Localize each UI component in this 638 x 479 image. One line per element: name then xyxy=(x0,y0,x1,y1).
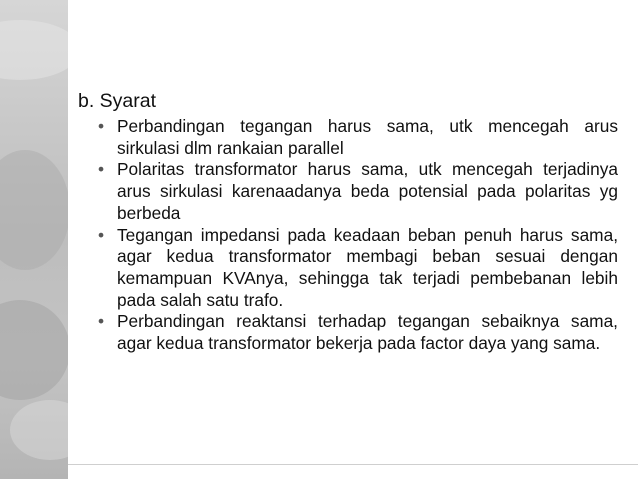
slide-content xyxy=(68,0,638,479)
bullet-text: Tegangan impedansi pada keadaan beban penuh harus sama, agar kedua transformator membagi beban sesuai dengan kemampuan KVAnya, sehingga tak terjadi pembebanan lebih pada salah satu trafo. xyxy=(117,224,618,310)
decorative-side-image xyxy=(0,0,68,479)
bullet-icon: • xyxy=(98,311,105,332)
wheel-icon xyxy=(0,300,68,400)
bullet-text: Polaritas transformator harus sama, utk mencegah terjadinya arus sirkulasi karenaadanya beda potensial pada polaritas yg berbeda xyxy=(117,159,618,223)
slide-heading: b. Syarat xyxy=(78,90,157,112)
car-silhouette-icon xyxy=(0,20,68,80)
list-item xyxy=(98,116,618,159)
bullet-icon: • xyxy=(98,116,105,136)
bullet-text: Perbandingan reaktansi terhadap tegangan sebaiknya sama, agar kedua transformator bekerja pada factor daya yang sama. xyxy=(117,311,618,354)
bullet-list xyxy=(98,116,618,355)
reflection-icon xyxy=(10,400,68,460)
list-item xyxy=(98,159,618,224)
bullet-icon: • xyxy=(98,224,105,245)
list-item xyxy=(98,311,618,354)
bottom-divider xyxy=(68,464,638,465)
bullet-icon: • xyxy=(98,159,105,180)
bullet-text: Perbandingan tegangan harus sama, utk mencegah arus sirkulasi dlm rankaian parallel xyxy=(117,116,618,158)
list-item xyxy=(98,225,618,312)
headlight-icon xyxy=(0,150,68,270)
